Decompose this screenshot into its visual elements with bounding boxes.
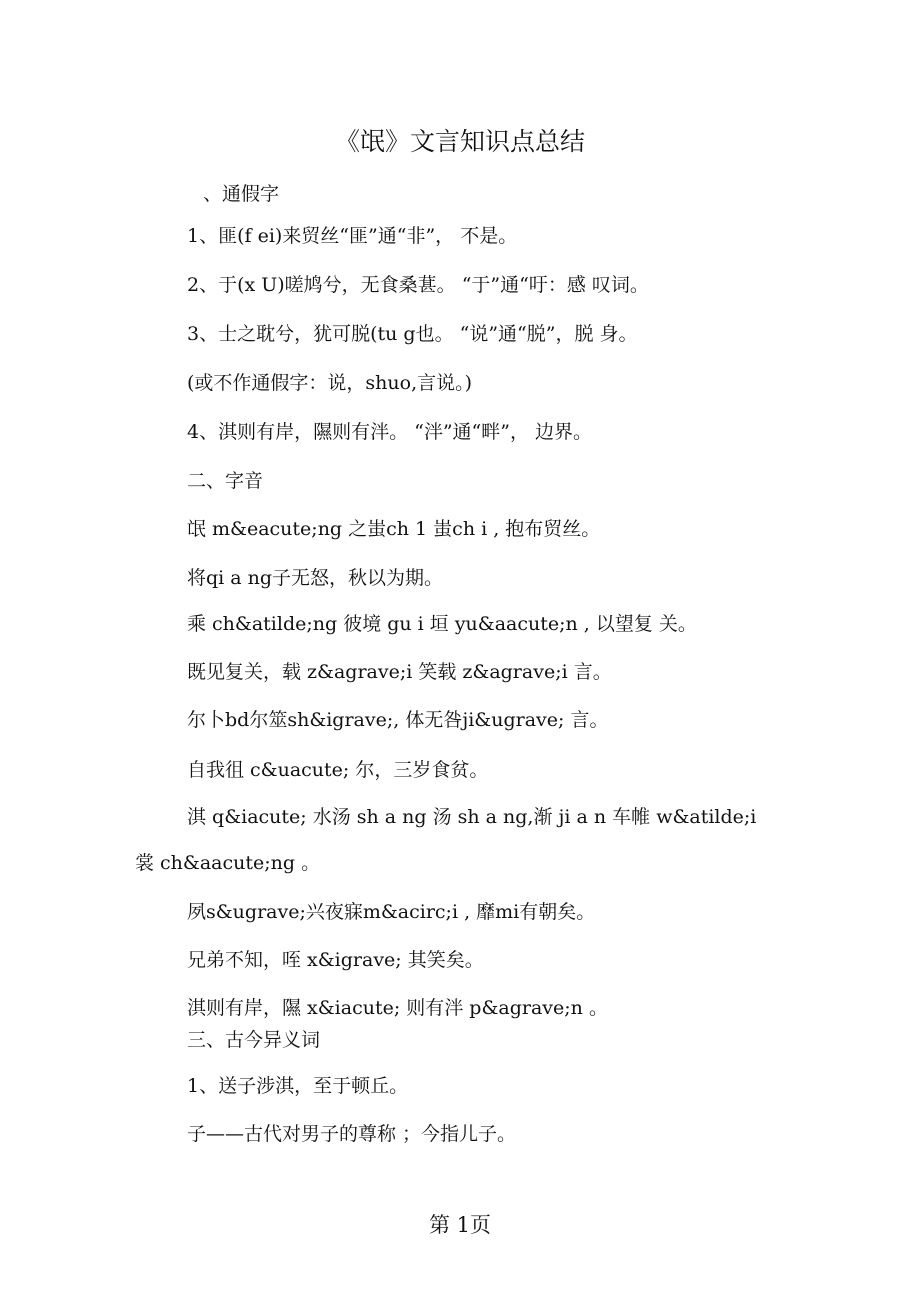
text-line: 子——古代对男子的尊称 ；今指儿子。 — [187, 1123, 517, 1145]
text-line: 氓 m&eacute;ng 之蚩ch 1 蚩ch i , 抱布贸丝。 — [187, 518, 601, 540]
text-line: (或不作通假字：说，shuo,言说。) — [187, 372, 473, 394]
section-heading-gujinyiyi: 三、古今异义词 — [187, 1029, 321, 1051]
text-line: 淇 q&iacute; 水汤 sh a ng 汤 sh a ng,渐 ji a n 车帷 w&atilde;i — [187, 806, 757, 828]
text-line: 将qi a ng子无怒，秋以为期。 — [187, 567, 444, 589]
text-line: 2、于(x U)嗟鸠兮，无食桑葚。 “于”通“吁：感 叹词。 — [187, 274, 649, 296]
page-number: 第 1页 — [428, 1213, 492, 1237]
section-heading-ziyin: 二、字音 — [187, 470, 264, 492]
page-title: 《氓》文言知识点总结 — [334, 127, 585, 156]
text-line: 夙s&ugrave;兴夜寐m&acirc;i , 靡mi有朝矣。 — [187, 901, 596, 923]
text-line: 1、匪(f ei)来贸丝“匪”通“非”， 不是。 — [187, 225, 518, 247]
text-line: 既见复关，载 z&agrave;i 笑载 z&agrave;i 言。 — [187, 661, 612, 683]
text-line: 淇则有岸，隰 x&iacute; 则有泮 p&agrave;n 。 — [187, 997, 608, 1019]
text-line: 1、送子涉淇，至于顿丘。 — [187, 1075, 409, 1097]
text-line: 尔卜bd尔筮sh&igrave;, 体无咎ji&ugrave; 言。 — [187, 709, 609, 731]
section-heading-tongjiazi: 、通假字 — [203, 183, 280, 205]
text-line: 兄弟不知，咥 x&igrave; 其笑矣。 — [187, 949, 484, 971]
text-line: 3、士之耽兮，犹可脱(tu g也。 “说”通“脱”，脱 身。 — [187, 323, 638, 345]
text-line: 自我徂 c&uacute; 尔，三岁食贫。 — [187, 759, 489, 781]
text-line: 裳 ch&aacute;ng 。 — [135, 852, 321, 874]
text-line: 乘 ch&atilde;ng 彼境 gu i 垣 yu&aacute;n , 以望复 关。 — [187, 613, 697, 635]
text-line: 4、淇则有岸，隰则有泮。 “泮”通“畔”， 边界。 — [187, 421, 593, 443]
